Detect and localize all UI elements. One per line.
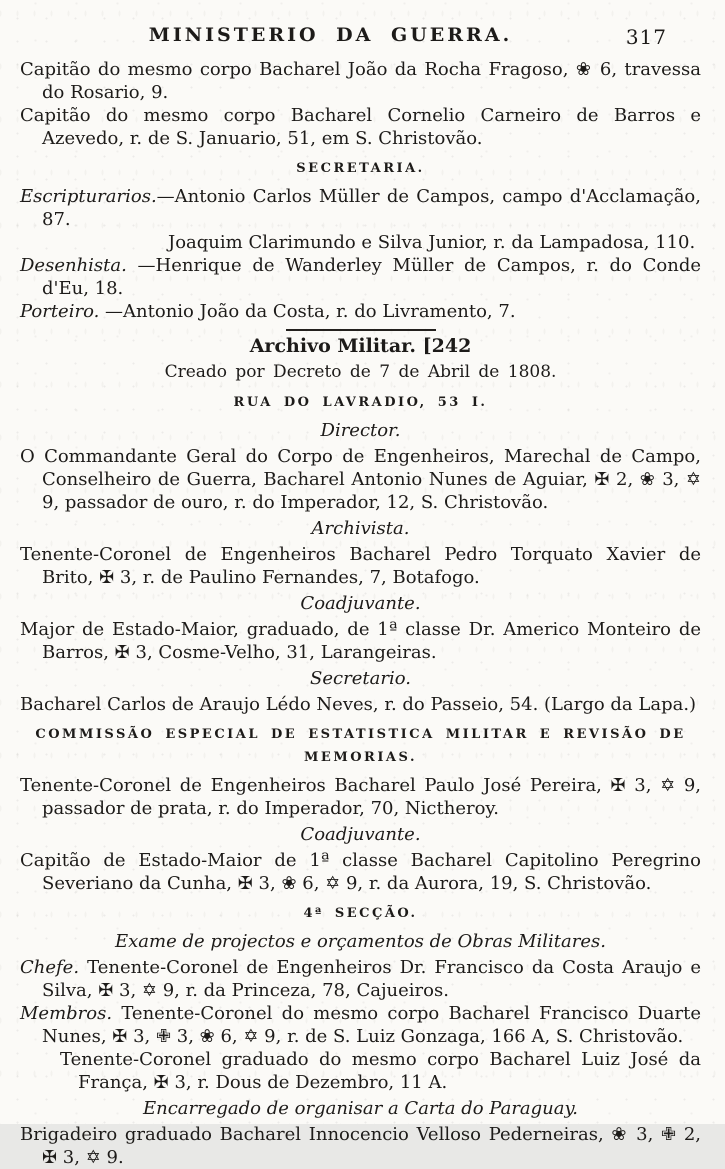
heading-director: Director. [320,420,401,441]
entry-director: O Commandante Geral do Corpo de Engenheiros, Marechal de Campo, Conselheiro de Guerra, Bacharel Antonio Nunes de Aguiar, ✠ 2, ❀ 3, ✡ 9, passador de ouro, r. do Imperador, 12, S. Christovão. [20,446,701,513]
section-divider [286,329,436,331]
heading-coadjuvante-1: Coadjuvante. [300,593,421,614]
entry-coadjuvante-1: Major de Estado-Maior, graduado, de 1ª classe Dr. Americo Monteiro de Barros, ✠ 3, Cosme-Velho, 31, Larangeiras. [20,619,701,663]
page-title: MINISTERIO DA GUERRA. [148,24,513,46]
entry-commissao-chefe: Tenente-Coronel de Engenheiros Bacharel Paulo José Pereira, ✠ 3, ✡ 9, passador de prata, r. do Imperador, 70, Nictheroy. [20,775,701,819]
heading-archivista: Archivista. [311,518,410,539]
entry-chefe: Chefe. Tenente-Coronel de Engenheiros Dr. Francisco da Costa Araujo e Silva, ✠ 3, ✡ 9, r. da Princeza, 78, Cajueiros. [20,957,701,1001]
page-number: 317 [625,25,667,49]
entry-archivista: Tenente-Coronel de Engenheiros Bacharel Pedro Torquato Xavier de Brito, ✠ 3, r. de Paulino Fernandes, 7, Botafogo. [20,544,701,588]
document-body [20,58,701,1169]
heading-secretaria: SECRETARIA. [296,161,425,176]
entry-capitao-fragoso: Capitão do mesmo corpo Bacharel João da Rocha Fragoso, ❀ 6, travessa do Rosario, 9. [20,59,701,103]
entry-porteiro-lead: Porteiro. [20,301,100,322]
heading-endereco: RUA DO LAVRADIO, 53 I. [233,395,488,410]
heading-seccao-4: 4ª SECÇÃO. [303,906,418,921]
heading-commissao: COMMISSÃO ESPECIAL DE ESTATISTICA MILITAR E REVISÃO DE MEMORIAS. [35,727,686,765]
heading-archivo-militar: Archivo Militar. [242 [249,335,472,357]
entry-encarregado: Brigadeiro graduado Bacharel Innocencio Velloso Pederneiras, ❀ 3, ✙ 2, ✠ 3, ✡ 9. [20,1124,701,1168]
entry-escripturarios-lead: Escripturarios. [20,186,157,207]
heading-encarregado: Encarregado de organisar a Carta do Paraguay. [142,1098,579,1119]
entry-escripturarios: Escripturarios.—Antonio Carlos Müller de Campos, campo d'Acclamação, 87. [20,186,701,230]
heading-coadjuvante-2: Coadjuvante. [300,824,421,845]
entry-capitao-azevedo: Capitão do mesmo corpo Bacharel Cornelio Carneiro de Barros e Azevedo, r. de S. Januario, 51, em S. Christovão. [20,105,701,149]
entry-desenhista: Desenhista. —Henrique de Wanderley Müller de Campos, r. do Conde d'Eu, 18. [20,255,701,299]
entry-membros-1: Membros. Tenente-Coronel do mesmo corpo Bacharel Francisco Duarte Nunes, ✠ 3, ✙ 3, ❀ 6, ✡ 9, r. de S. Luiz Gonzaga, 166 A, S. Christovão. [20,1003,701,1047]
entry-secretario: Bacharel Carlos de Araujo Lédo Neves, r. do Passeio, 54. (Largo da Lapa.) [20,694,697,715]
entry-coadjuvante-2: Capitão de Estado-Maior de 1ª classe Bacharel Capitolino Peregrino Severiano da Cunha, ✠ 3, ❀ 6, ✡ 9, r. da Aurora, 19, S. Christovão. [20,850,701,894]
running-head [20,24,701,54]
entry-chefe-lead: Chefe. [20,957,80,978]
entry-membros-2: Tenente-Coronel graduado do mesmo corpo Bacharel Luiz José da França, ✠ 3, r. Dous de Dezembro, 11 A. [60,1049,701,1093]
entry-escripturario-2: Joaquim Clarimundo e Silva Junior, r. da Lampadosa, 110. [168,232,696,253]
entry-desenhista-lead: Desenhista. [20,255,127,276]
heading-decreto: Creado por Decreto de 7 de Abril de 1808. [164,362,557,382]
heading-exame: Exame de projectos e orçamentos de Obras Militares. [115,931,606,952]
entry-porteiro: Porteiro. —Antonio João da Costa, r. do Livramento, 7. [20,301,516,322]
heading-secretario: Secretario. [310,668,411,689]
entry-membros-1-lead: Membros. [20,1003,113,1024]
